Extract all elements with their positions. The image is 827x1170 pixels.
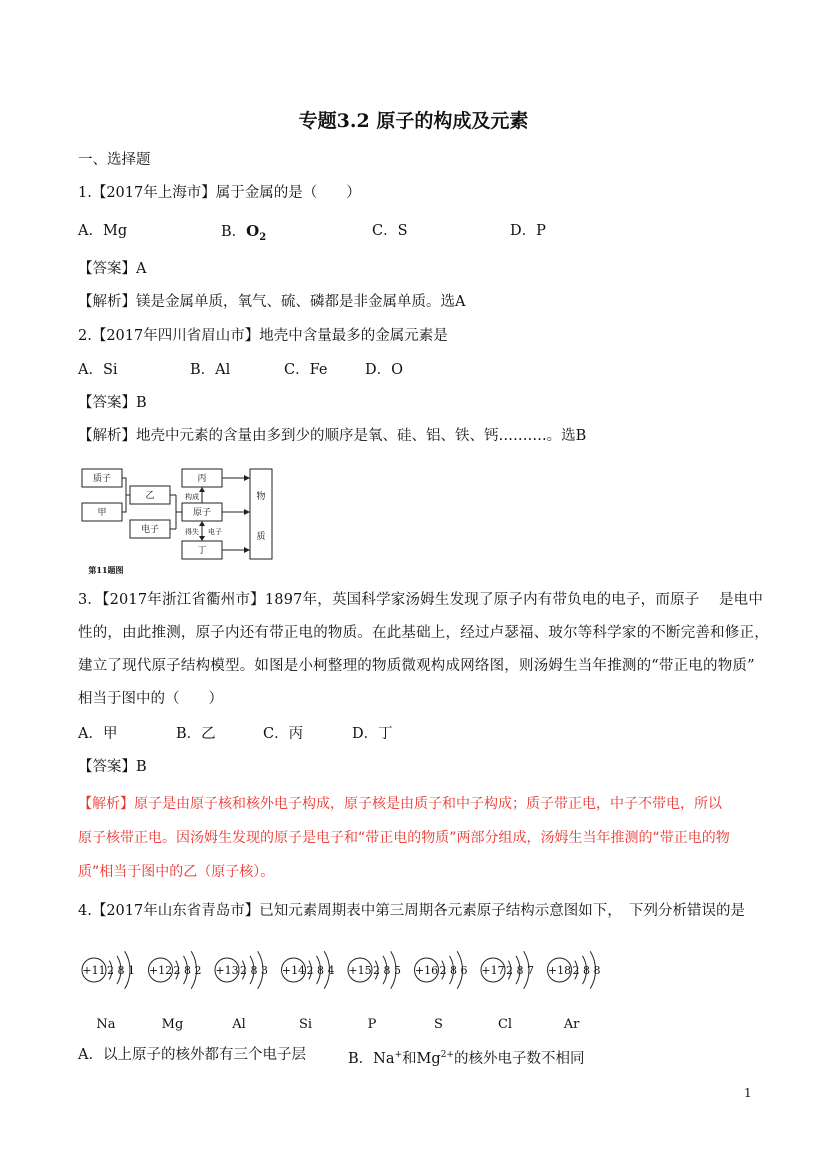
electron-counts: 2 8 2 [173, 964, 202, 977]
q4-option-b: B．Na+和$Mg^{2+}$的核外电子数不相同 [348, 1050, 585, 1067]
q1-option-c: C．S [372, 223, 408, 239]
atom-diagram-s [415, 951, 468, 1032]
element-symbol: Ar [563, 1017, 580, 1032]
question-3-line-4: 相当于图中的（ ） [78, 691, 223, 707]
electron-counts: 2 8 8 [572, 964, 601, 977]
svg-text:丙: 丙 [197, 474, 207, 484]
electron-counts: 2 8 7 [506, 964, 534, 977]
q3-analysis-line-3: 质”相当于图中的乙（原子核）。 [78, 864, 275, 880]
question-1-stem: 1.【2017年上海市】属于金属的是（ ） [78, 185, 361, 201]
q1-option-a: A．Mg [78, 223, 128, 239]
svg-text:原子: 原子 [192, 508, 212, 518]
q3-option-a: A．甲 [78, 726, 118, 742]
atomic-structure-diagrams [76, 940, 616, 1036]
electron-counts: 2 8 4 [306, 964, 335, 977]
q3-option-b: B．乙 [176, 726, 216, 742]
q1-option-b-label: B． [221, 224, 247, 240]
q3-analysis-line-2: 原子核带正电。因汤姆生发现的原子是电子和“带正电的物质”两部分组成，汤姆生当年推测的“带正电的物 [78, 830, 730, 846]
element-symbol: Cl [497, 1017, 513, 1032]
atom-diagram-al [215, 951, 268, 1032]
svg-text:质子: 质子 [92, 474, 112, 484]
atom-diagram-p [348, 951, 401, 1032]
svg-text:乙: 乙 [145, 491, 155, 501]
q2-analysis: 【解析】地壳中元素的含量由多到少的顺序是氧、硅、铝、铁、钙……….。选B [78, 428, 587, 444]
page-title: 专题3.2 原子的构成及元素 [298, 110, 529, 132]
svg-text:第11题图: 第11题图 [88, 565, 124, 575]
nucleus-charge: +15 [348, 964, 372, 977]
q4-option-a: A．以上原子的核外都有三个电子层 [78, 1047, 306, 1063]
svg-text:质: 质 [256, 532, 266, 542]
question-3-line-1: 3．【2017年浙江省衢州市】1897年，英国科学家汤姆生发现了原子内有带负电的电子，而原子 是电中 [78, 592, 764, 608]
electron-counts: 2 8 1 [107, 964, 135, 977]
q3-option-d: D．丁 [352, 726, 393, 742]
nucleus-charge: +14 [281, 964, 306, 977]
element-symbol: Na [96, 1017, 116, 1032]
question-3-line-3: 建立了现代原子结构模型。如图是小柯整理的物质微观构成网络图，则汤姆生当年推测的“带正电的物质” [78, 658, 755, 674]
q1-option-b [221, 221, 266, 248]
q2-option-d: D．O [365, 362, 404, 378]
q1-analysis: 【解析】镁是金属单质，氧气、硫、磷都是非金属单质。选A [78, 294, 466, 310]
atom-diagram-si [282, 951, 335, 1032]
nucleus-charge: +13 [215, 964, 239, 977]
nucleus-charge: +17 [481, 964, 505, 977]
atom-diagram-na [82, 951, 135, 1032]
svg-text:物: 物 [256, 492, 266, 502]
q1-answer: 【答案】A [78, 261, 147, 277]
q1-option-d: D．P [510, 223, 546, 239]
nucleus-charge: +18 [547, 964, 572, 977]
nucleus-charge: +12 [148, 964, 173, 977]
q3-analysis-line-1: 【解析】原子是由原子核和核外电子构成，原子核是由质子和中子构成；质子带正电，中子不带电，所以 [78, 796, 722, 812]
atom-diagram-mg [149, 951, 202, 1032]
element-symbol: Si [298, 1017, 313, 1032]
page-number: 1 [744, 1086, 752, 1100]
atom-diagram-cl [481, 951, 534, 1032]
electron-counts: 2 8 6 [439, 964, 468, 977]
question-3-line-2: 性的，由此推测，原子内还有带正电的物质。在此基础上，经过卢瑟福、玻尔等科学家的不断完善和修正， [78, 625, 769, 641]
q3-answer: 【答案】B [78, 759, 147, 775]
nucleus-charge: +16 [414, 964, 439, 977]
svg-text:电子: 电子 [140, 525, 160, 535]
q2-option-c: C．Fe [284, 362, 328, 378]
svg-text:丁: 丁 [197, 546, 207, 556]
svg-text:甲: 甲 [97, 508, 107, 518]
svg-text:电子: 电子 [208, 528, 222, 536]
electron-counts: 2 8 5 [373, 964, 401, 977]
box-matter [250, 469, 272, 559]
question-2-stem: 2.【2017年四川省眉山市】地壳中含量最多的金属元素是 [78, 328, 448, 344]
element-symbol: S [434, 1017, 443, 1032]
electron-counts: 2 8 3 [240, 964, 268, 977]
element-symbol: Al [232, 1017, 246, 1032]
matter-structure-diagram [78, 465, 278, 577]
q2-option-b: B．Al [190, 362, 231, 378]
o2-formula: $O_2$ [246, 222, 267, 243]
q2-option-a: A．Si [78, 362, 118, 378]
question-4-stem: 4.【2017年山东省青岛市】已知元素周期表中第三周期各元素原子结构示意图如下， 下列分析错误的是 [78, 903, 745, 919]
q3-option-c: C．丙 [263, 726, 304, 742]
q2-answer: 【答案】B [78, 395, 147, 411]
svg-text:构成: 构成 [185, 493, 199, 501]
svg-text:得失: 得失 [185, 528, 199, 536]
section-heading: 一、选择题 [78, 152, 151, 168]
element-symbol: Mg [161, 1017, 184, 1032]
atom-diagram-ar [548, 951, 601, 1032]
nucleus-charge: +11 [82, 964, 106, 977]
element-symbol: P [367, 1017, 377, 1032]
